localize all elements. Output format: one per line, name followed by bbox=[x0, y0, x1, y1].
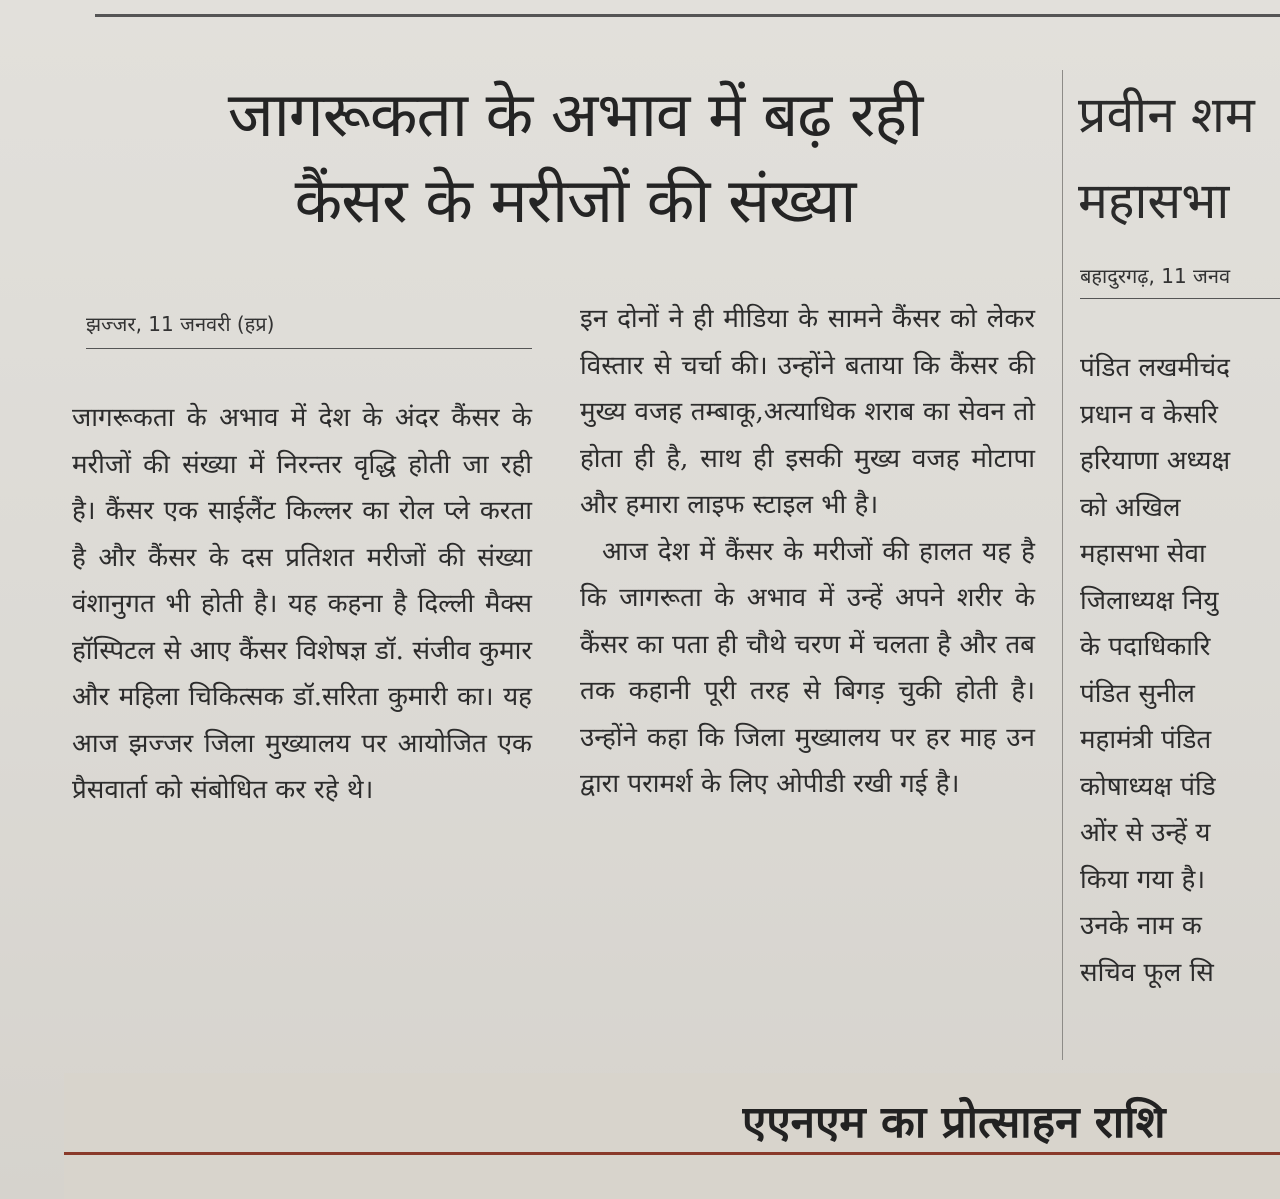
side-article-line: जिलाध्यक्ष नियु bbox=[1080, 585, 1219, 616]
article-column-2 bbox=[580, 296, 1035, 808]
article-column-1 bbox=[72, 395, 532, 814]
side-headline-line2: महासभा bbox=[1078, 172, 1230, 230]
side-article-line: ओंर से उन्हें य bbox=[1080, 818, 1211, 848]
side-article-line: महामंत्री पंडित bbox=[1080, 725, 1212, 755]
side-article-line: पंडित सुनील bbox=[1080, 678, 1195, 709]
main-headline-line1: जागरूकता के अभाव में बढ़ रही bbox=[227, 78, 923, 151]
top-border-rule bbox=[95, 14, 1280, 17]
main-headline-line2: कैंसर के मरीजों की संख्या bbox=[294, 164, 856, 237]
side-article-line: के पदाधिकारि bbox=[1080, 632, 1211, 662]
side-article-line: किया गया है। bbox=[1080, 864, 1206, 895]
main-dateline: झज्जर, 11 जनवरी (हप्र) bbox=[86, 312, 275, 336]
side-article-line: उनके नाम क bbox=[1080, 911, 1202, 941]
side-article-column bbox=[1080, 345, 1280, 996]
dateline-rule bbox=[86, 348, 532, 349]
article-paragraph: आज देश में कैंसर के मरीजों की हालत यह है कि जागरूता के अभाव में उन्हें अपने शरीर के कैंसर का पता ही चौथे चरण में चलता है और तब तक कहानी पूरी तरह से बिगड़ चुकी होती है। उन्होंने कहा कि जिला मुख्यालय पर हर माह उन द्वारा परामर्श के लिए ओपीडी रखी गई है। bbox=[580, 536, 1035, 799]
side-article-line: महासभा सेवा bbox=[1080, 539, 1206, 569]
side-article-line: प्रधान व केसरि bbox=[1080, 399, 1218, 430]
bottom-headline-rule bbox=[64, 1152, 1280, 1155]
side-article-line: को अखिल bbox=[1080, 492, 1181, 523]
article-paragraph: इन दोनों ने ही मीडिया के सामने कैंसर को लेकर विस्तार से चर्चा की। उन्होंने बताया कि कैंसर की मुख्य वजह तम्बाकू,अत्याधिक शराब का सेवन तो होता ही है, साथ ही इसकी मुख्य वजह मोटापा और हमारा लाइफ स्टाइल भी है। bbox=[580, 304, 1035, 520]
article-paragraph: जागरूकता के अभाव में देश के अंदर कैंसर के मरीजों की संख्या में निरन्तर वृद्धि होती जा रही है। कैंसर एक साईलैंट किल्लर का रोल प्ले करता है और कैंसर के दस प्रतिशत मरीजों की संख्या वंशानुगत भी होती है। यह कहना है दिल्ली मैक्स हॉस्पिटल से आए कैंसर विशेषज्ञ डॉ. संजीव कुमार और महिला चिकित्सक डॉ.सरिता कुमारी का। यह आज झज्जर जिला मुख्यालय पर आयोजित एक प्रैसवार्ता को संबोधित कर रहे थे। bbox=[72, 403, 532, 805]
side-headline-line1: प्रवीन शम bbox=[1078, 86, 1255, 144]
side-dateline: बहादुरगढ़, 11 जनव bbox=[1080, 264, 1231, 288]
side-article-line: हरियाणा अध्यक्ष bbox=[1080, 446, 1231, 476]
side-article-line: कोषाध्यक्ष पंडि bbox=[1080, 771, 1216, 802]
side-headline bbox=[1078, 72, 1280, 244]
side-article-line: सचिव फूल सि bbox=[1080, 957, 1214, 988]
column-divider bbox=[1062, 70, 1063, 1060]
main-headline bbox=[105, 72, 1045, 244]
bottom-headline: एएनएम का प्रोत्साहन राशि bbox=[742, 1097, 1166, 1148]
side-dateline-rule bbox=[1080, 298, 1280, 299]
side-article-line: पंडित लखमीचंद bbox=[1080, 353, 1230, 383]
